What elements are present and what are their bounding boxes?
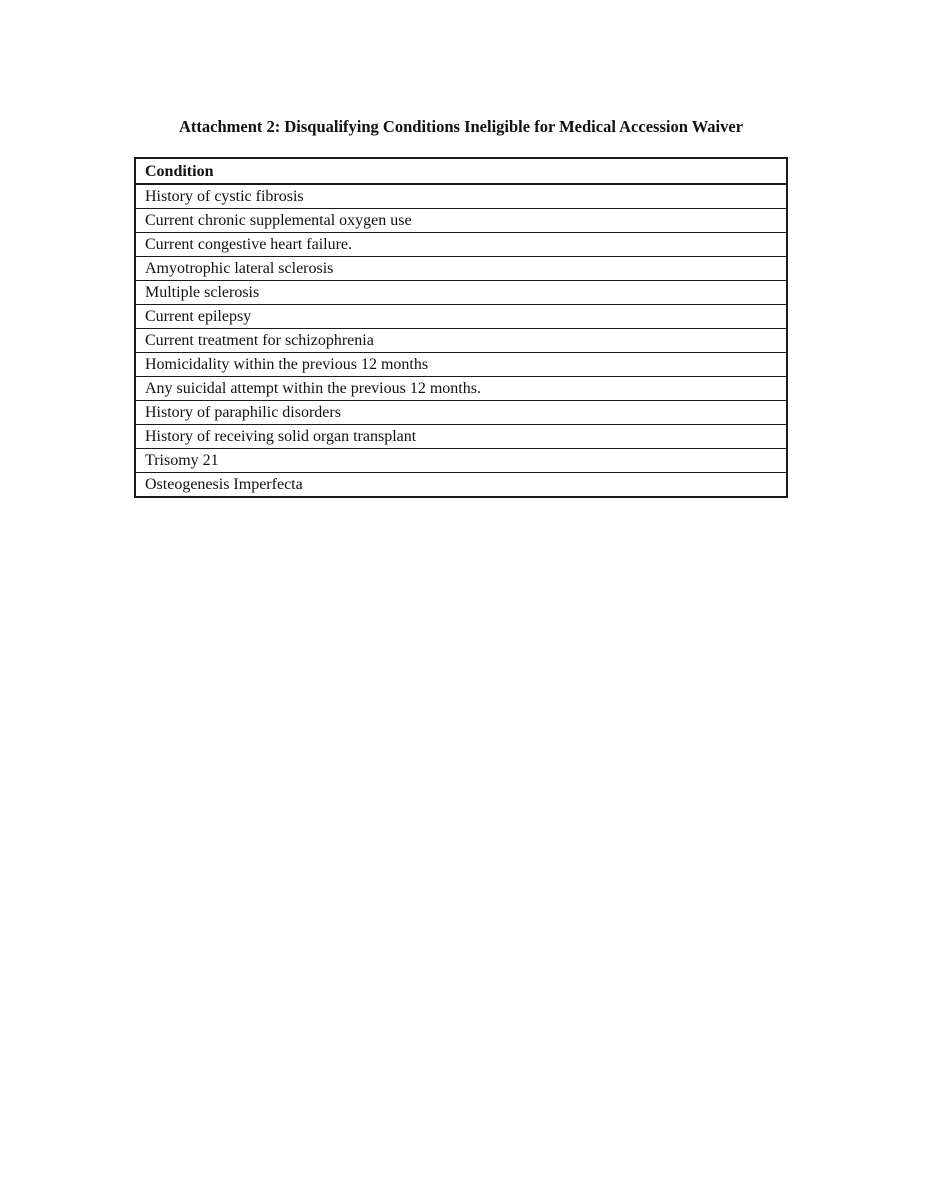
table-row	[135, 353, 787, 377]
table-row	[135, 281, 787, 305]
condition-cell: Multiple sclerosis	[135, 281, 787, 305]
table-row	[135, 184, 787, 209]
table-row	[135, 233, 787, 257]
condition-cell: Homicidality within the previous 12 months	[135, 353, 787, 377]
table-header-row	[135, 158, 787, 184]
condition-cell: Any suicidal attempt within the previous 12 months.	[135, 377, 787, 401]
table-row	[135, 257, 787, 281]
table-row	[135, 377, 787, 401]
table-row	[135, 329, 787, 353]
table-row	[135, 473, 787, 498]
condition-cell: Current treatment for schizophrenia	[135, 329, 787, 353]
condition-cell: Trisomy 21	[135, 449, 787, 473]
table-row	[135, 305, 787, 329]
condition-cell: History of paraphilic disorders	[135, 401, 787, 425]
condition-cell: Osteogenesis Imperfecta	[145, 476, 303, 493]
condition-cell: Current congestive heart failure.	[135, 233, 787, 257]
condition-cell: History of receiving solid organ transplant	[135, 425, 787, 449]
conditions-table	[134, 157, 788, 498]
condition-cell: Current chronic supplemental oxygen use	[135, 209, 787, 233]
condition-cell: Amyotrophic lateral sclerosis	[135, 257, 787, 281]
table-row	[135, 449, 787, 473]
page-title: Attachment 2: Disqualifying Conditions Ineligible for Medical Accession Waiver	[178, 117, 744, 136]
table-row	[135, 209, 787, 233]
condition-cell: Current epilepsy	[135, 305, 787, 329]
column-header-condition: Condition	[135, 158, 787, 184]
table-row	[135, 425, 787, 449]
table-row	[135, 401, 787, 425]
condition-cell: History of cystic fibrosis	[135, 184, 787, 209]
